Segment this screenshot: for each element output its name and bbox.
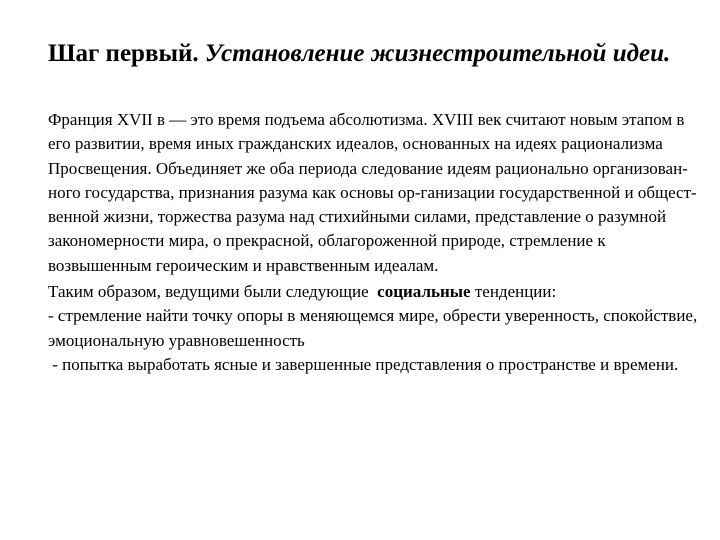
paragraph-france: Франция XVII в — это время подъема абсолютизма. XVIII век считают новым этапом в его развитии, время иных гражданских идеалов, основанных на идеях рационализма Просвещения. Объединяет же оба периода следование идеям рационально организован-ного государства, признания разума как основы ор-ганизации государственной и общест-венной жизни, торжества разума над стихийными силами, представление о разумной закономерности мира, о прекрасной, облагороженной природе, стремление к возвышенным героическим и нравственным идеалам.: [48, 110, 697, 275]
list-item-support-point: - стремление найти точку опоры в меняющемся мире, обрести уверенность, спокойствие, эмоциональную уравновешенность: [48, 306, 698, 350]
paragraph-social-suffix: тенденции:: [470, 282, 557, 302]
slide-title: [48, 38, 688, 69]
slide-title-italic: Установление жизнестроительной идеи.: [204, 40, 671, 67]
paragraph-social-prefix: Таким образом, ведущими были следующие: [48, 282, 378, 302]
slide-title-bold: Шаг первый.: [48, 40, 199, 67]
slide-body: [48, 108, 698, 377]
paragraph-social-bold: социальные: [377, 282, 471, 302]
list-item-space-time: - попытка выработать ясные и завершенные представления о пространстве и времени.: [48, 354, 679, 374]
paragraph-social-tendencies: [48, 280, 698, 304]
